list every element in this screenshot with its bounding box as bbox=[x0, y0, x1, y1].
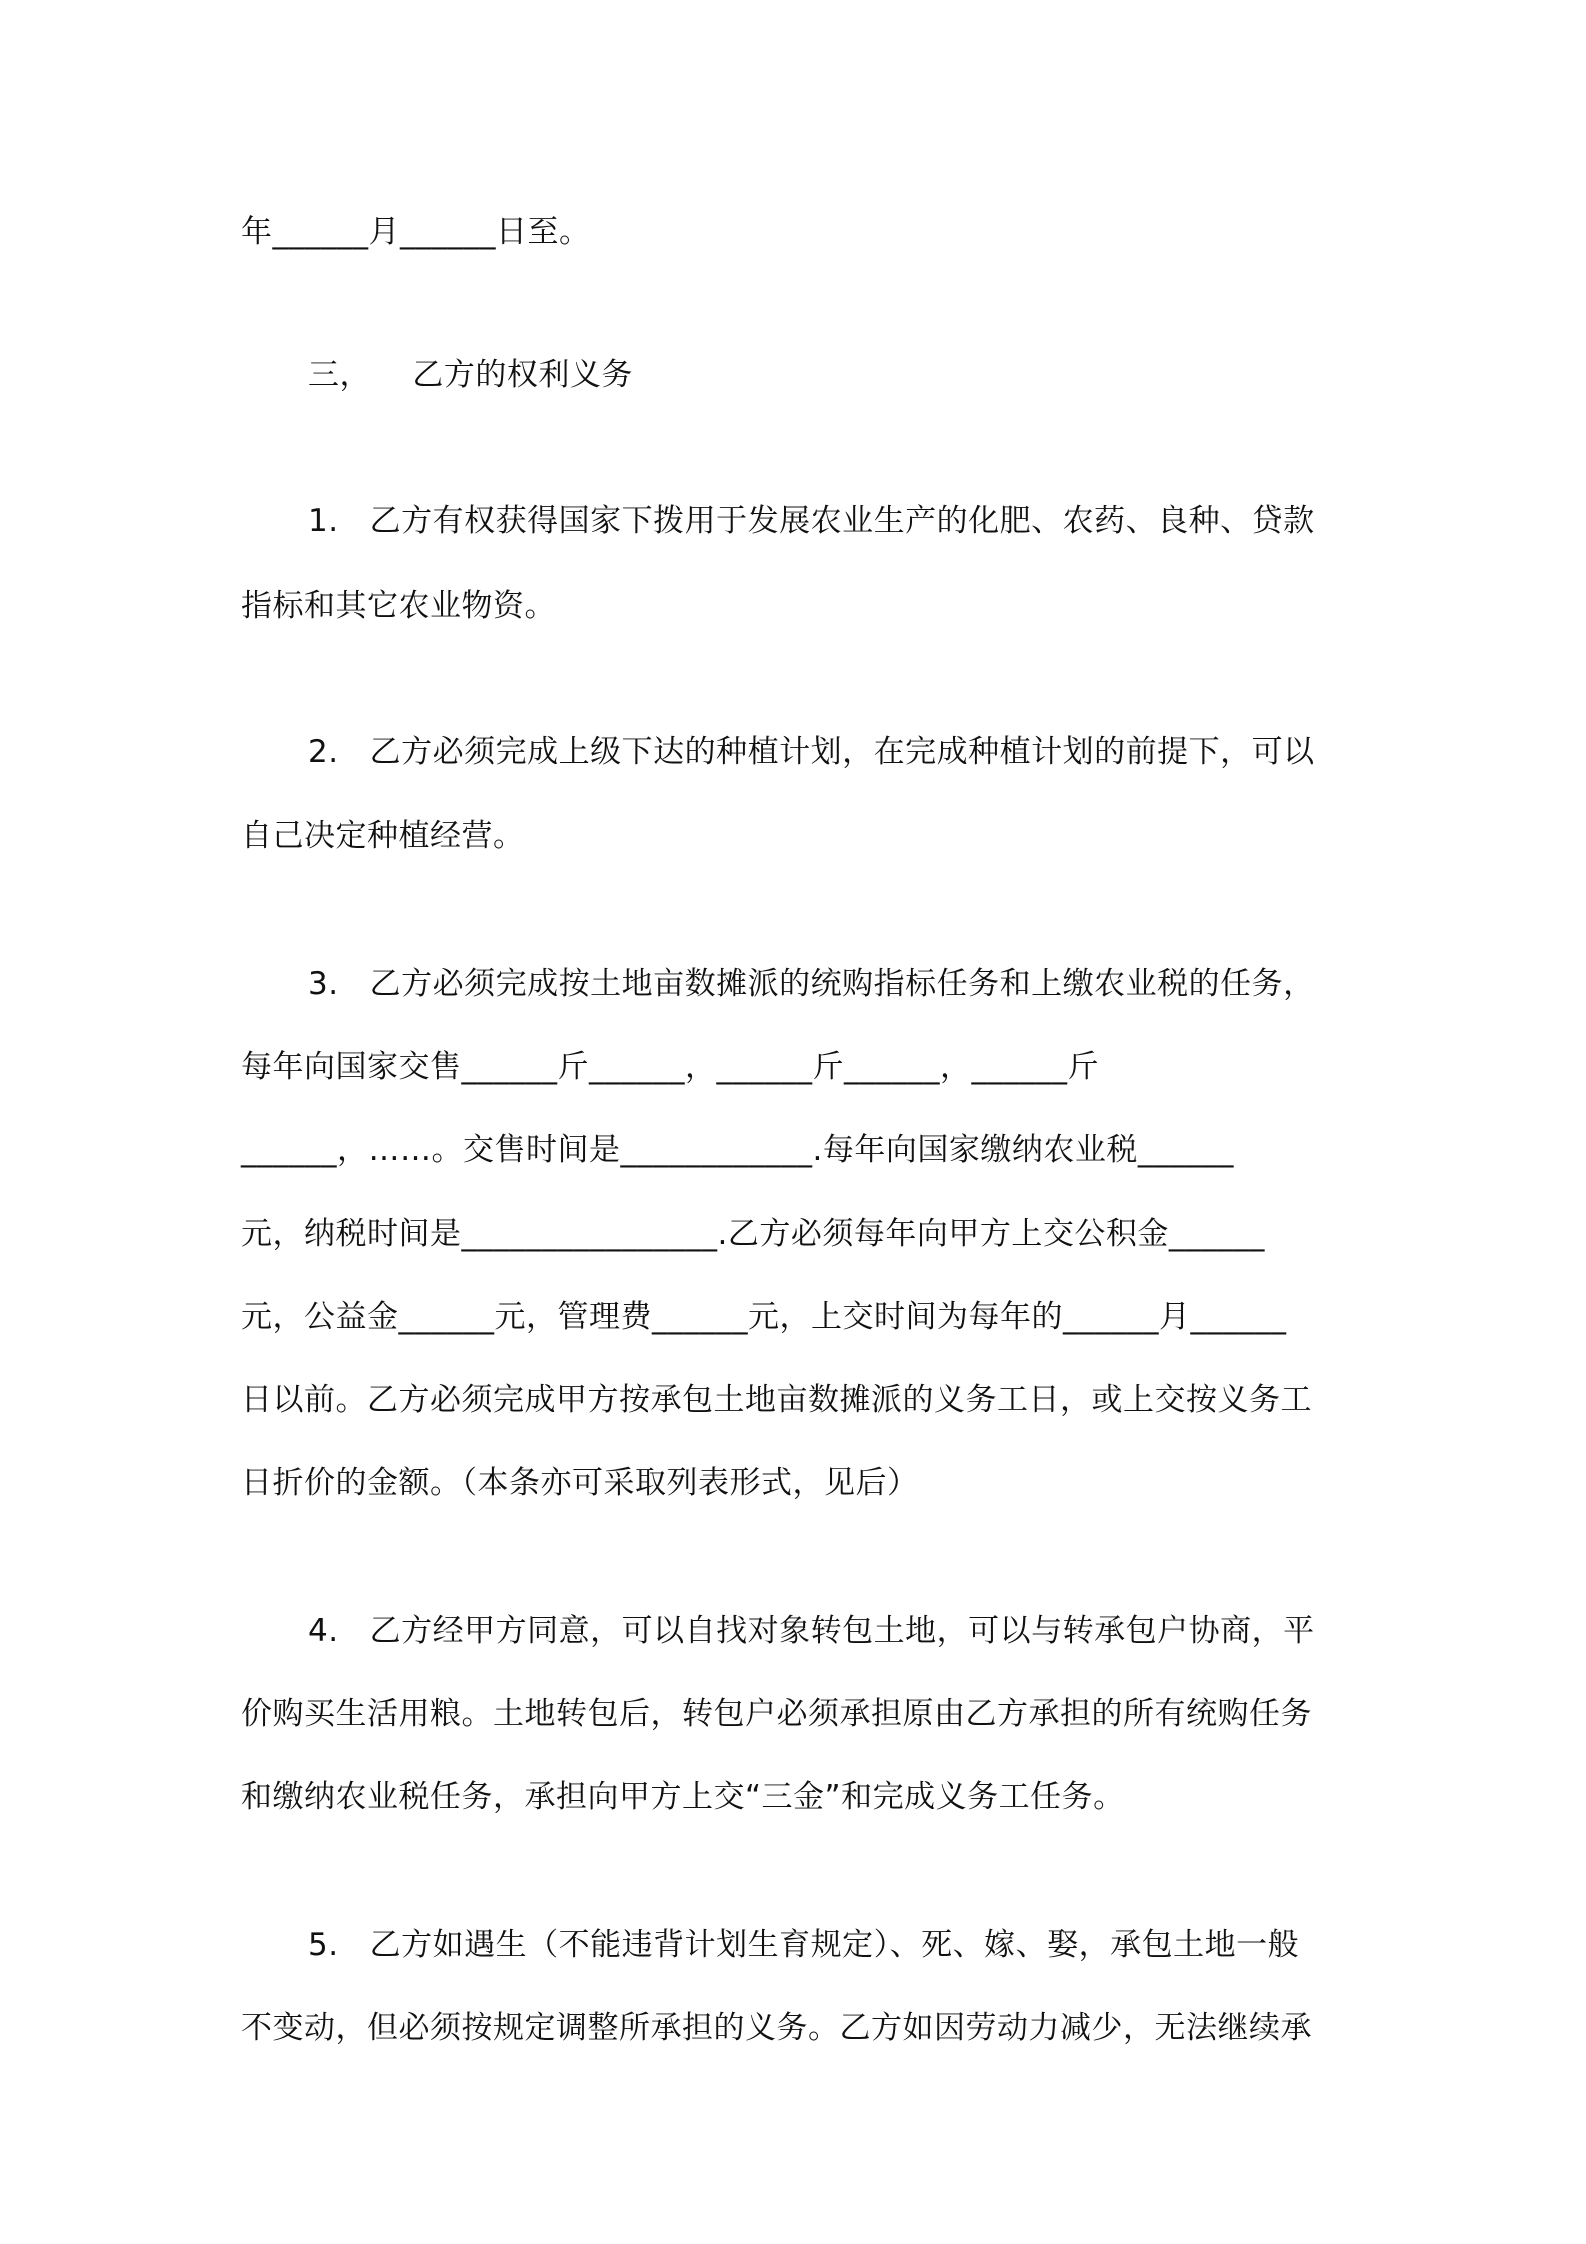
section-heading-party-b-rights: 三， 乙方的权利义务 bbox=[308, 357, 633, 393]
clause-4-line-3: 和缴纳农业税任务，承担向甲方上交“三金”和完成义务工任务。 bbox=[241, 1779, 1125, 1815]
text-line-date-range: 年______月______日至。 bbox=[241, 214, 591, 250]
clause-5-line-1: 5. 乙方如遇生（不能违背计划生育规定）、死、嫁、娶，承包土地一般 bbox=[308, 1927, 1300, 1963]
clause-5-line-2: 不变动，但必须按规定调整所承担的义务。乙方如因劳动力减少，无法继续承 bbox=[241, 2010, 1312, 2046]
clause-3-line-4: 元，纳税时间是________________.乙方必须每年向甲方上交公积金______ bbox=[241, 1216, 1265, 1252]
clause-3-line-5: 元，公益金______元，管理费______元，上交时间为每年的______月______ bbox=[241, 1299, 1287, 1335]
clause-3-line-6: 日以前。乙方必须完成甲方按承包土地亩数摊派的义务工日，或上交按义务工 bbox=[241, 1382, 1312, 1418]
clause-3-line-7: 日折价的金额。（本条亦可采取列表形式，见后） bbox=[241, 1465, 919, 1501]
clause-1-line-2: 指标和其它农业物资。 bbox=[241, 588, 556, 624]
clause-2-line-1: 2. 乙方必须完成上级下达的种植计划，在完成种植计划的前提下，可以 bbox=[308, 734, 1315, 770]
clause-3-line-1: 3. 乙方必须完成按土地亩数摊派的统购指标任务和上缴农业税的任务， bbox=[308, 966, 1315, 1002]
clause-1-line-1: 1. 乙方有权获得国家下拨用于发展农业生产的化肥、农药、良种、贷款 bbox=[308, 503, 1315, 539]
clause-4-line-1: 4. 乙方经甲方同意，可以自找对象转包土地，可以与转承包户协商，平 bbox=[308, 1613, 1315, 1649]
clause-4-line-2: 价购买生活用粮。土地转包后，转包户必须承担原由乙方承担的所有统购任务 bbox=[241, 1696, 1312, 1732]
clause-3-line-3: ______，……。交售时间是____________.每年向国家缴纳农业税______ bbox=[241, 1132, 1234, 1168]
clause-2-line-2: 自己决定种植经营。 bbox=[241, 818, 525, 854]
clause-3-line-2: 每年向国家交售______斤______，______斤______，______斤 bbox=[241, 1049, 1099, 1085]
